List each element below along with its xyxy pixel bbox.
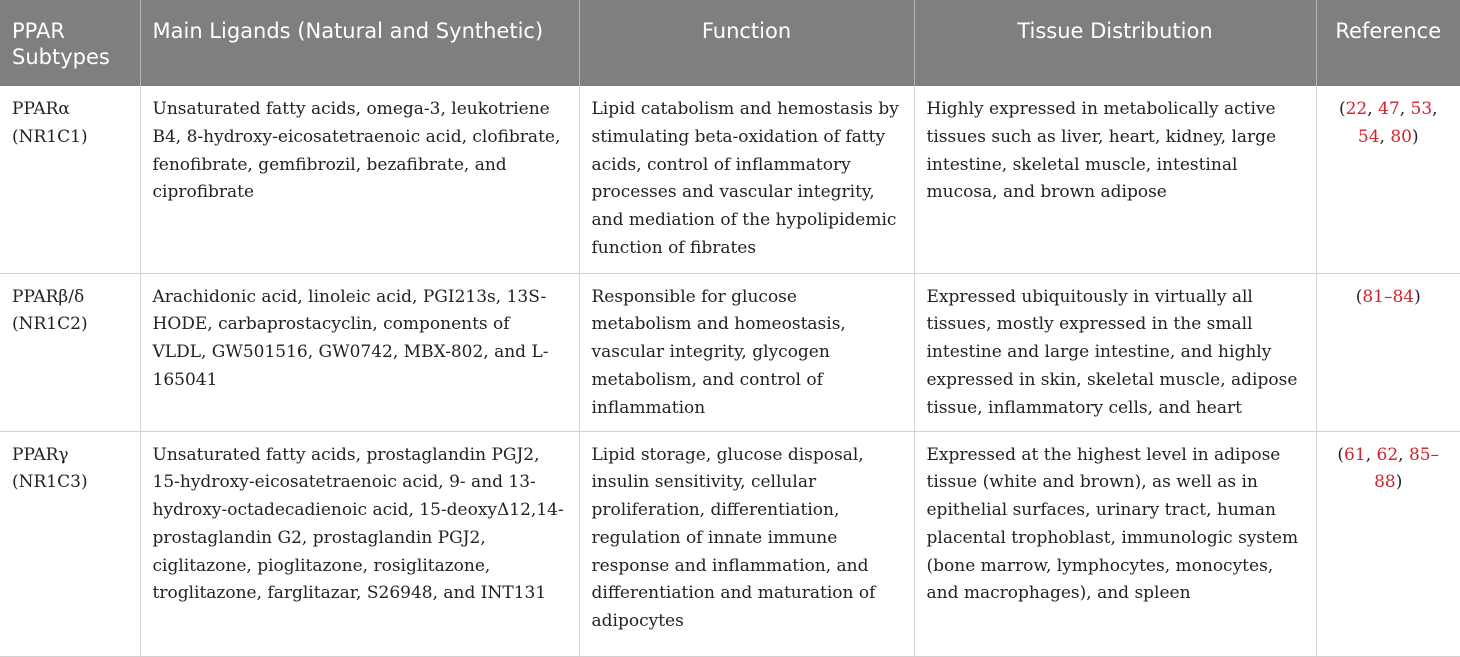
ligands-cell: Arachidonic acid, linoleic acid, PGI213s, 13S-HODE, carbaprostacyclin, components of VLDL, GW501516, GW0742, MBX-802, and L-165041 (140, 273, 579, 431)
ref-separator: , (1432, 99, 1438, 119)
reference-link[interactable]: 85–88 (1374, 444, 1440, 493)
tissue-cell: Expressed at the highest level in adipose tissue (white and brown), as well as in epithelial surfaces, urinary tract, human placental trophoblast, immunologic system (bone marrow, lymphocytes, monocytes, and macrophages), and spleen (914, 431, 1316, 656)
subtype-code: (NR1C3) (12, 472, 88, 493)
tissue-cell: Highly expressed in metabolically active tissues such as liver, heart, kidney, large intestine, skeletal muscle, intestinal mucosa, and brown adipose (914, 86, 1316, 273)
ref-paren-close: ) (1411, 126, 1419, 147)
function-cell: Responsible for glucose metabolism and homeostasis, vascular integrity, glycogen metabolism, and control of inflammation (579, 273, 914, 431)
reference-link[interactable]: 54 (1357, 126, 1380, 147)
subtype-name: PPARγ (12, 444, 69, 465)
reference-link[interactable]: 61 (1344, 444, 1366, 465)
ref-separator: , (1379, 126, 1391, 147)
ref-paren-close: ) (1414, 286, 1421, 307)
ligands-cell: Unsaturated fatty acids, omega-3, leukotriene B4, 8-hydroxy-eicosatetraenoic acid, clofibrate, fenofibrate, gemfibrozil, bezafibrate, and ciprofibrate (140, 86, 579, 273)
reference-link[interactable]: 22 (1345, 99, 1368, 119)
table-row (0, 86, 1460, 273)
header-subtypes: PPAR Subtypes (12, 19, 110, 69)
subtype-cell (0, 431, 140, 656)
ligands-cell: Unsaturated fatty acids, prostaglandin PGJ2, 15-hydroxy-eicosatetraenoic acid, 9- and 13-hydroxy-octadecadienoic acid, 15-deoxyΔ12,14-prostaglandin G2, prostaglandin PGJ2, ciglitazone, pioglitazone, rosiglitazone, troglitazone, farglitazar, S26948, and INT131 (140, 431, 579, 656)
table-row (0, 431, 1460, 656)
subtype-code: (NR1C2) (12, 314, 88, 335)
ref-paren-close: ) (1395, 472, 1403, 493)
header-function: Function (579, 0, 914, 86)
reference-link[interactable]: 80 (1390, 126, 1412, 147)
subtype-code: (NR1C1) (12, 126, 88, 147)
header-row (0, 0, 1460, 86)
ref-separator: , (1367, 99, 1379, 119)
subtype-name: PPARβ/δ (12, 286, 85, 307)
function-cell: Lipid storage, glucose disposal, insulin sensitivity, cellular proliferation, differentiation, regulation of innate immune response and inflammation, and differentiation and maturation of adipocytes (579, 431, 914, 656)
function-cell: Lipid catabolism and hemostasis by stimulating beta-oxidation of fatty acids, control of inflammatory processes and vascular integrity, and mediation of the hypolipidemic function of fibrates (579, 86, 914, 273)
reference-link[interactable]: 53 (1410, 99, 1433, 119)
reference-link[interactable]: 62 (1376, 444, 1399, 465)
reference-link[interactable]: 81–84 (1362, 286, 1415, 307)
reference-cell (1316, 431, 1460, 656)
reference-cell (1316, 86, 1460, 273)
header-ligands: Main Ligands (Natural and Synthetic) (140, 0, 579, 86)
table-row (0, 273, 1460, 431)
ref-separator: , (1398, 444, 1409, 465)
ref-paren-open: ( (1355, 286, 1363, 307)
ref-separator: , (1365, 444, 1377, 465)
ref-paren-open: ( (1338, 99, 1346, 119)
subtype-cell (0, 273, 140, 431)
ref-paren-open: ( (1337, 444, 1345, 465)
reference-cell (1316, 273, 1460, 431)
header-reference: Reference (1316, 0, 1460, 86)
reference-link[interactable]: 47 (1378, 99, 1400, 119)
header-tissue: Tissue Distribution (914, 0, 1316, 86)
subtype-name: PPARα (12, 99, 70, 119)
ref-separator: , (1399, 99, 1411, 119)
table-body (0, 86, 1460, 656)
tissue-cell: Expressed ubiquitously in virtually all tissues, mostly expressed in the small intestine and large intestine, and highly expressed in skin, skeletal muscle, adipose tissue, inflammatory cells, and heart (914, 273, 1316, 431)
table-header (0, 0, 1460, 86)
subtype-cell (0, 86, 140, 273)
